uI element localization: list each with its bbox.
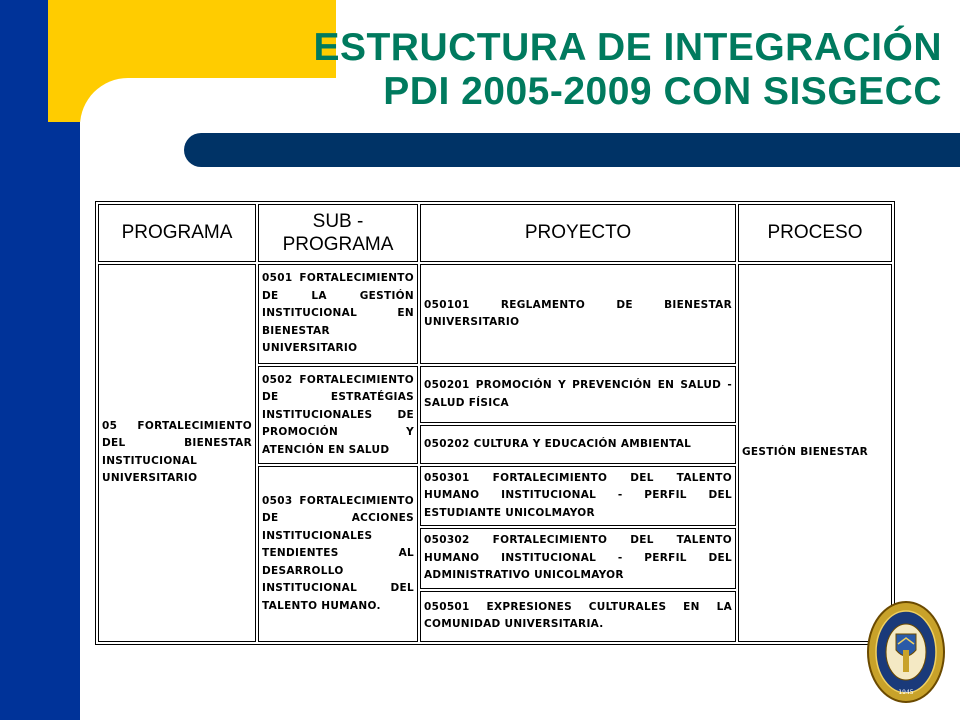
seal-year: 1945 — [898, 689, 914, 696]
header-subprograma-line1: SUB - — [312, 210, 364, 232]
header-proyecto: PROYECTO — [420, 204, 736, 262]
subprograma-cell: 0502 FORTALECIMIENTO DE ESTRATÉGIAS INSTITUCIONALES DE PROMOCIÓN Y ATENCIÓN EN SALUD — [258, 366, 418, 464]
slide-title — [313, 26, 942, 114]
proyecto-cell: 050301 FORTALECIMIENTO DEL TALENTO HUMANO INSTITUCIONAL - PERFIL DEL ESTUDIANTE UNICOLMAYOR — [420, 466, 736, 526]
header-programa: PROGRAMA — [98, 204, 256, 262]
university-seal-logo — [866, 600, 946, 704]
proyecto-cell: 050201 PROMOCIÓN Y PREVENCIÓN EN SALUD - SALUD FÍSICA — [420, 366, 736, 423]
integration-table — [95, 201, 895, 645]
header-subprograma-line2: PROGRAMA — [282, 233, 394, 255]
navy-decor-band — [184, 133, 960, 167]
subprograma-cell: 0501 FORTALECIMIENTO DE LA GESTIÓN INSTITUCIONAL EN BIENESTAR UNIVERSITARIO — [258, 264, 418, 365]
title-line-1: ESTRUCTURA DE INTEGRACIÓN — [313, 26, 942, 69]
subprograma-cell: 0503 FORTALECIMIENTO DE ACCIONES INSTITUCIONALES TENDIENTES AL DESARROLLO INSTITUCIONAL DEL TALENTO HUMANO. — [258, 466, 418, 642]
header-row — [98, 204, 892, 262]
title-line-2: PDI 2005-2009 CON SISGECC — [383, 70, 942, 113]
programa-cell: 05 FORTALECIMIENTO DEL BIENESTAR INSTITUCIONAL UNIVERSITARIO — [98, 264, 256, 642]
proceso-cell: GESTIÓN BIENESTAR — [738, 264, 892, 642]
table-row — [98, 264, 892, 365]
proyecto-cell: 050302 FORTALECIMIENTO DEL TALENTO HUMANO INSTITUCIONAL - PERFIL DEL ADMINISTRATIVO UNICOLMAYOR — [420, 528, 736, 588]
header-proceso: PROCESO — [738, 204, 892, 262]
proyecto-cell: 050202 CULTURA Y EDUCACIÓN AMBIENTAL — [420, 425, 736, 464]
proyecto-cell: 050501 EXPRESIONES CULTURALES EN LA COMUNIDAD UNIVERSITARIA. — [420, 591, 736, 643]
proyecto-cell: 050101 REGLAMENTO DE BIENESTAR UNIVERSITARIO — [420, 264, 736, 365]
header-subprograma — [258, 204, 418, 262]
